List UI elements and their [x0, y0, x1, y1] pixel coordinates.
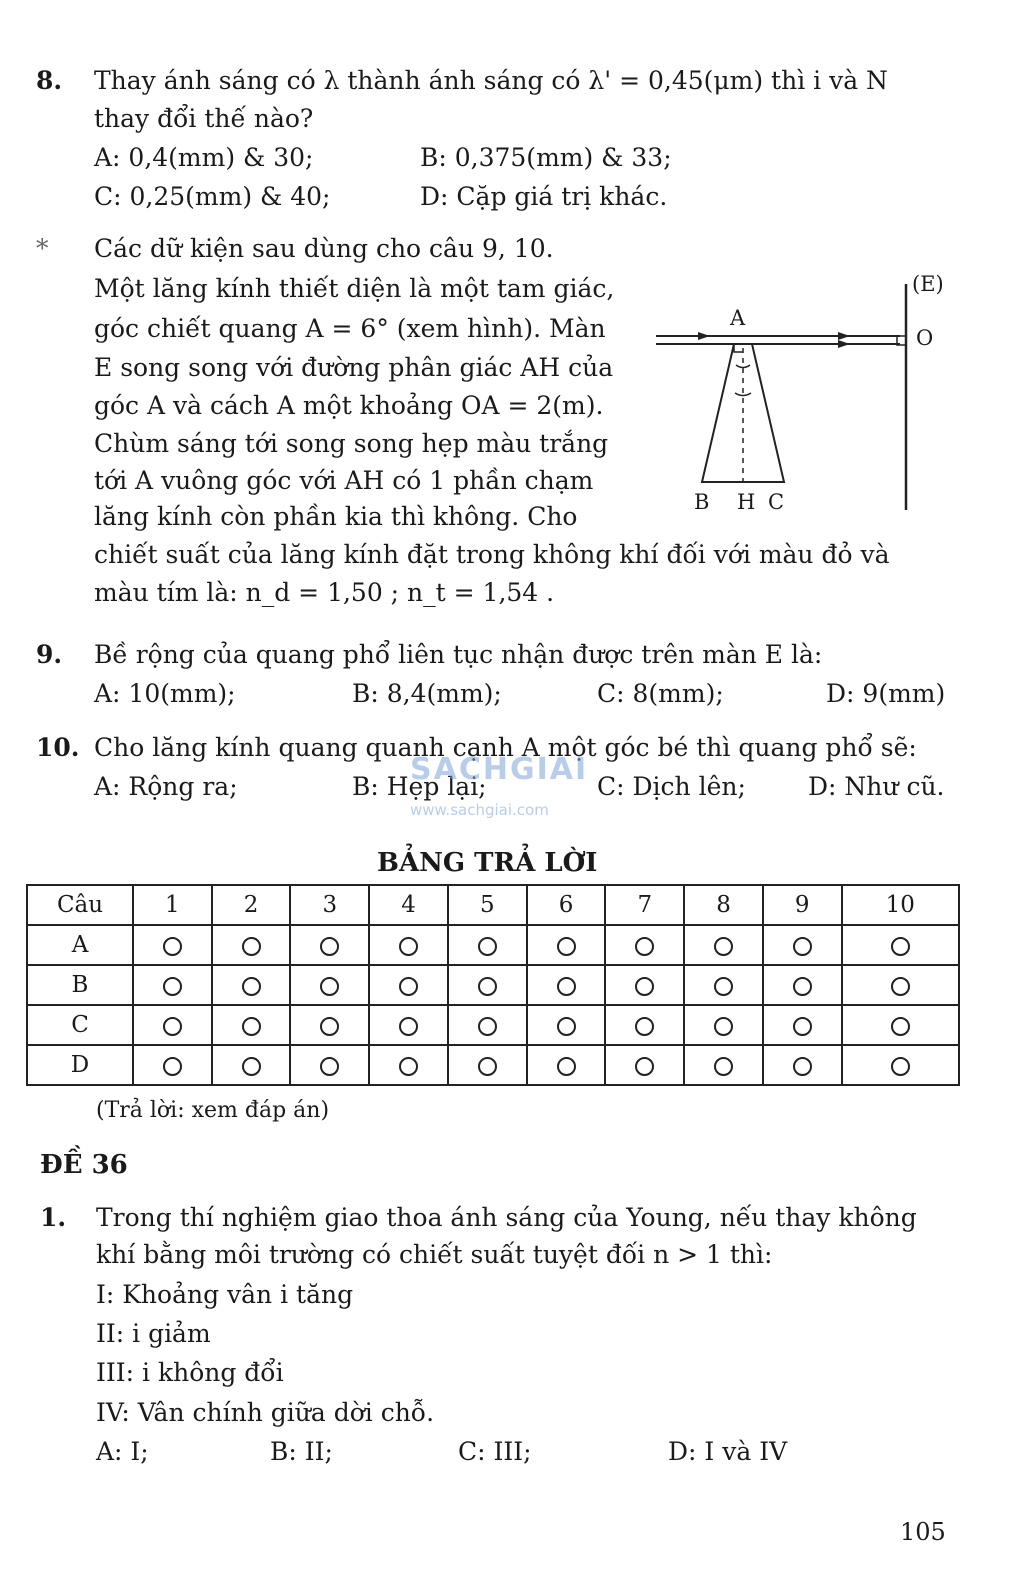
q9-option-a: A: 10(mm); [94, 679, 236, 708]
circle-icon [320, 977, 339, 996]
de36-q1-option-b: B: II; [270, 1437, 333, 1466]
de36-q1-item-4: IV: Vân chính giữa dời chỗ. [96, 1398, 435, 1427]
circle-icon [714, 1057, 733, 1076]
q8-option-b: B: 0,375(mm) & 33; [420, 143, 672, 172]
answer-bubble[interactable] [605, 1045, 684, 1085]
intro-line-5: Chùm sáng tới song song hẹp màu trắng [94, 429, 609, 458]
answer-table [26, 884, 960, 1086]
answer-bubble[interactable] [448, 1045, 527, 1085]
circle-icon [478, 1057, 497, 1076]
circle-icon [635, 977, 654, 996]
q9-number: 9. [36, 640, 63, 669]
answer-bubble[interactable] [763, 965, 842, 1005]
label-h: H [737, 490, 756, 514]
label-o: O [916, 326, 934, 350]
col-header: 1 [133, 885, 212, 925]
q9-option-c: C: 8(mm); [597, 679, 724, 708]
answer-bubble[interactable] [369, 965, 448, 1005]
label-e: (E) [912, 272, 944, 296]
de36-q1-item-1: I: Khoảng vân i tăng [96, 1280, 354, 1309]
q9-text: Bề rộng của quang phổ liên tục nhận được trên màn E là: [94, 640, 823, 669]
circle-icon [242, 937, 261, 956]
answer-bubble[interactable] [684, 1005, 763, 1045]
answer-bubble[interactable] [763, 1005, 842, 1045]
answer-bubble[interactable] [605, 965, 684, 1005]
answer-bubble[interactable] [212, 965, 291, 1005]
q8-text-line1: Thay ánh sáng có λ thành ánh sáng có λ' = 0,45(μm) thì i và N [94, 66, 888, 95]
answer-bubble[interactable] [763, 1045, 842, 1085]
q10-text: Cho lăng kính quang quanh cạnh A một góc bé thì quang phổ sẽ: [94, 733, 917, 762]
col-header: 10 [842, 885, 959, 925]
intro-line-4: góc A và cách A một khoảng OA = 2(m). [94, 391, 604, 420]
q10-option-c: C: Dịch lên; [597, 772, 746, 801]
answer-bubble[interactable] [369, 925, 448, 965]
row-label-d: D [27, 1045, 133, 1085]
circle-icon [163, 977, 182, 996]
circle-icon [714, 1017, 733, 1036]
col-header: 6 [527, 885, 606, 925]
label-a: A [730, 306, 746, 330]
answer-bubble[interactable] [684, 925, 763, 965]
circle-icon [399, 977, 418, 996]
answer-bubble[interactable] [133, 925, 212, 965]
col-header: 3 [290, 885, 369, 925]
de36-q1-line1: Trong thí nghiệm giao thoa ánh sáng của Young, nếu thay không [96, 1203, 917, 1232]
answer-bubble[interactable] [763, 925, 842, 965]
circle-icon [635, 937, 654, 956]
watermark [410, 752, 588, 819]
circle-icon [635, 1017, 654, 1036]
intro-line-9: màu tím là: n_d = 1,50 ; n_t = 1,54 . [94, 578, 555, 607]
circle-icon [891, 937, 910, 956]
circle-icon [242, 1057, 261, 1076]
answer-bubble[interactable] [133, 965, 212, 1005]
watermark-url: www.sachgiai.com [410, 801, 549, 819]
circle-icon [793, 937, 812, 956]
answer-bubble[interactable] [684, 1045, 763, 1085]
q8-option-c: C: 0,25(mm) & 40; [94, 182, 331, 211]
q9-option-b: B: 8,4(mm); [352, 679, 502, 708]
answer-bubble[interactable] [842, 1005, 959, 1045]
answer-bubble[interactable] [369, 1005, 448, 1045]
q8-text-line2: thay đổi thế nào? [94, 104, 314, 133]
ray-arrow-1 [698, 332, 710, 340]
circle-icon [557, 977, 576, 996]
answer-bubble[interactable] [527, 1045, 606, 1085]
answer-bubble[interactable] [842, 925, 959, 965]
circle-icon [557, 937, 576, 956]
circle-icon [793, 1057, 812, 1076]
q10-option-b: B: Hẹp lại; [352, 772, 487, 801]
page-number: 105 [900, 1518, 946, 1546]
col-header: 4 [369, 885, 448, 925]
row-label-c: C [27, 1005, 133, 1045]
de36-q1-item-3: III: i không đổi [96, 1358, 284, 1387]
intro-marker: * [36, 234, 49, 263]
intro-line-8: chiết suất của lăng kính đặt trong không khí đối với màu đỏ và [94, 540, 890, 569]
table-row [27, 1045, 959, 1085]
de36-q1-item-2: II: i giảm [96, 1319, 211, 1348]
answer-bubble[interactable] [842, 1045, 959, 1085]
answer-table-note: (Trả lời: xem đáp án) [96, 1098, 330, 1123]
table-row [27, 925, 959, 965]
answer-bubble[interactable] [527, 925, 606, 965]
answer-bubble[interactable] [133, 1005, 212, 1045]
label-b: B [694, 490, 710, 514]
circle-icon [320, 1057, 339, 1076]
answer-bubble[interactable] [842, 965, 959, 1005]
answer-bubble[interactable] [684, 965, 763, 1005]
circle-icon [478, 977, 497, 996]
circle-icon [793, 977, 812, 996]
table-row [27, 1005, 959, 1045]
answer-bubble[interactable] [448, 925, 527, 965]
answer-bubble[interactable] [448, 1005, 527, 1045]
q9-option-d: D: 9(mm) [826, 679, 946, 708]
circle-icon [163, 1057, 182, 1076]
circle-icon [242, 977, 261, 996]
q8-option-a: A: 0,4(mm) & 30; [94, 143, 314, 172]
circle-icon [478, 1017, 497, 1036]
answer-bubble[interactable] [527, 965, 606, 1005]
q8-number: 8. [36, 66, 63, 95]
answer-bubble[interactable] [212, 1005, 291, 1045]
circle-icon [891, 1017, 910, 1036]
q10-number: 10. [36, 733, 80, 762]
answer-bubble[interactable] [133, 1045, 212, 1085]
col-header: 8 [684, 885, 763, 925]
de36-q1-number: 1. [40, 1203, 67, 1232]
intro-line-1: Một lăng kính thiết diện là một tam giác, [94, 274, 615, 303]
answer-table-header-label: Câu [27, 885, 133, 925]
de36-q1-option-c: C: III; [458, 1437, 532, 1466]
q10-option-a: A: Rộng ra; [94, 772, 238, 801]
circle-icon [399, 937, 418, 956]
col-header: 9 [763, 885, 842, 925]
q8-option-d: D: Cặp giá trị khác. [420, 182, 668, 211]
section-heading: ĐỀ 36 [40, 1150, 128, 1180]
circle-icon [557, 1017, 576, 1036]
circle-icon [399, 1017, 418, 1036]
circle-icon [714, 977, 733, 996]
circle-icon [320, 1017, 339, 1036]
de36-q1-option-a: A: I; [96, 1437, 149, 1466]
de36-q1-option-d: D: I và IV [668, 1437, 788, 1466]
circle-icon [714, 937, 733, 956]
answer-bubble[interactable] [212, 1045, 291, 1085]
circle-icon [163, 937, 182, 956]
answer-bubble[interactable] [212, 925, 291, 965]
answer-bubble[interactable] [369, 1045, 448, 1085]
circle-icon [399, 1057, 418, 1076]
intro-line-2: góc chiết quang A = 6° (xem hình). Màn [94, 314, 606, 343]
circle-icon [891, 977, 910, 996]
intro-lead: Các dữ kiện sau dùng cho câu 9, 10. [94, 234, 554, 263]
answer-bubble[interactable] [290, 925, 369, 965]
answer-bubble[interactable] [448, 965, 527, 1005]
answer-bubble[interactable] [290, 965, 369, 1005]
circle-icon [242, 1017, 261, 1036]
col-header: 2 [212, 885, 291, 925]
answer-bubble[interactable] [605, 925, 684, 965]
col-header: 7 [605, 885, 684, 925]
answer-bubble[interactable] [290, 1005, 369, 1045]
q10-option-d: D: Như cũ. [808, 772, 945, 801]
answer-bubble[interactable] [527, 1005, 606, 1045]
de36-q1-line2: khí bằng môi trường có chiết suất tuyệt đối n > 1 thì: [96, 1240, 773, 1269]
circle-icon [891, 1057, 910, 1076]
answer-table-header-row [27, 885, 959, 925]
intro-line-3: E song song với đường phân giác AH của [94, 353, 614, 382]
table-row [27, 965, 959, 1005]
row-label-b: B [27, 965, 133, 1005]
intro-line-7: lăng kính còn phần kia thì không. Cho [94, 502, 578, 531]
label-c: C [768, 490, 785, 514]
col-header: 5 [448, 885, 527, 925]
circle-icon [478, 937, 497, 956]
circle-icon [635, 1057, 654, 1076]
ray-arrow-3 [838, 340, 850, 348]
intro-line-6: tới A vuông góc với AH có 1 phần chạm [94, 466, 594, 495]
answer-bubble[interactable] [290, 1045, 369, 1085]
circle-icon [163, 1017, 182, 1036]
row-label-a: A [27, 925, 133, 965]
answer-bubble[interactable] [605, 1005, 684, 1045]
watermark-brand: SACHGIAI [410, 752, 589, 787]
circle-icon [793, 1017, 812, 1036]
ray-arrow-2 [838, 332, 850, 340]
circle-icon [320, 937, 339, 956]
circle-icon [557, 1057, 576, 1076]
answer-table-title: BẢNG TRẢ LỜI [377, 848, 598, 878]
